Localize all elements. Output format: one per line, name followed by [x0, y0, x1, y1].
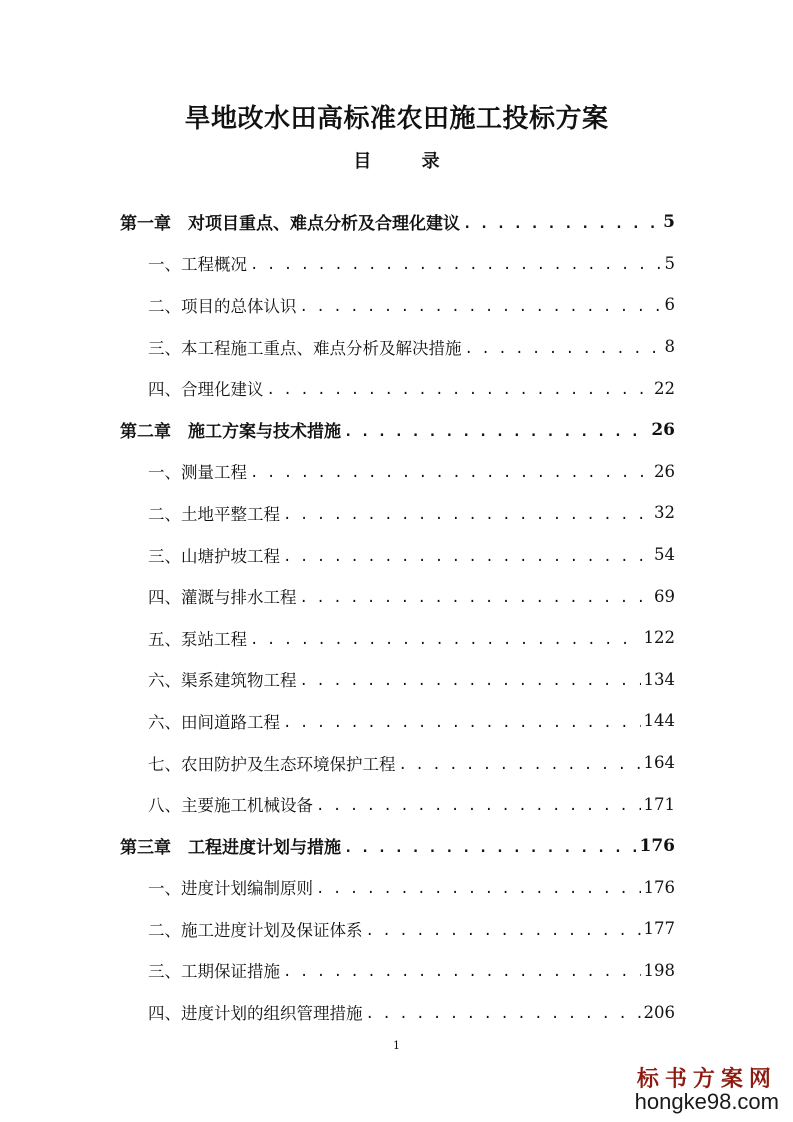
toc-section-entry[interactable]: [120, 326, 675, 368]
toc-entry-label: 六、田间道路工程: [148, 712, 280, 732]
toc-section-entry[interactable]: [120, 742, 675, 784]
toc-dot-leader: [283, 716, 641, 730]
toc-page-number: 54: [654, 545, 675, 565]
toc-section-entry[interactable]: [120, 367, 675, 409]
toc-section-entry[interactable]: [120, 867, 675, 909]
toc-entry-label: 三、山塘护坡工程: [148, 546, 280, 566]
toc-dot-leader: [316, 882, 641, 896]
toc-entry-label: 四、进度计划的组织管理措施: [148, 1004, 363, 1024]
toc-section-entry[interactable]: [120, 950, 675, 992]
toc-dot-leader: [267, 383, 652, 397]
toc-entry-label: 二、施工进度计划及保证体系: [148, 920, 363, 940]
toc-section-entry[interactable]: [120, 617, 675, 659]
toc-dot-leader: [465, 342, 662, 356]
toc-page-number: 164: [643, 753, 675, 773]
toc-heading: 目 录: [353, 151, 462, 172]
toc-entry-label: 七、农田防护及生态环境保护工程: [148, 754, 396, 774]
toc-dot-leader: [250, 258, 662, 272]
toc-chapter-number: 第三章: [120, 838, 171, 859]
toc-section-entry[interactable]: [120, 243, 675, 285]
toc-dot-leader: [463, 217, 660, 231]
toc-entry-label: 六、渠系建筑物工程: [148, 671, 297, 691]
toc-dot-leader: [250, 466, 651, 480]
toc-entry-label: 八、主要施工机械设备: [148, 796, 313, 816]
toc-page-number: 122: [643, 628, 675, 648]
toc-section-entry[interactable]: [120, 451, 675, 493]
toc-section-entry[interactable]: [120, 908, 675, 950]
toc-section-entry[interactable]: [120, 284, 675, 326]
toc-dot-leader: [366, 1007, 641, 1021]
toc-section-entry[interactable]: [120, 534, 675, 576]
toc-dot-leader: [283, 508, 651, 522]
toc-page-number: 6: [664, 295, 675, 315]
toc-entry-label: 一、测量工程: [148, 463, 247, 483]
toc-entry-label: 二、项目的总体认识: [148, 296, 297, 316]
watermark: [635, 1068, 779, 1114]
toc-page-number: 176: [639, 835, 675, 856]
toc-page-number: 26: [651, 419, 675, 440]
toc-page-number: 5: [664, 253, 675, 273]
toc-entry-label: 四、灌溉与排水工程: [148, 588, 297, 608]
toc-dot-leader: [283, 550, 651, 564]
toc-entry-label: 工程进度计划与措施: [188, 838, 341, 859]
table-of-contents: [120, 201, 675, 1033]
toc-page-number: 32: [654, 503, 675, 523]
watermark-name: 标书方案网: [636, 1066, 777, 1092]
toc-chapter-number: 第一章: [120, 214, 171, 235]
toc-entry-label: 对项目重点、难点分析及合理化建议: [188, 214, 460, 235]
watermark-url: hongke98.com: [634, 1089, 779, 1114]
toc-dot-leader: [283, 965, 641, 979]
toc-dot-leader: [300, 674, 641, 688]
toc-dot-leader: [399, 758, 641, 772]
toc-page-number: 22: [654, 378, 675, 398]
toc-page-number: 198: [643, 960, 675, 980]
toc-page-number: 206: [643, 1002, 675, 1022]
toc-page-number: 177: [643, 919, 675, 939]
toc-section-entry[interactable]: [120, 991, 675, 1033]
toc-page-number: 26: [654, 461, 675, 481]
toc-chapter-number: 第二章: [120, 422, 171, 443]
toc-dot-leader: [300, 591, 652, 605]
toc-section-entry[interactable]: [120, 783, 675, 825]
toc-chapter-entry[interactable]: [120, 825, 675, 867]
toc-section-entry[interactable]: [120, 659, 675, 701]
toc-dot-leader: [300, 300, 662, 314]
toc-entry-label: 五、泵站工程: [148, 629, 247, 649]
toc-entry-label: 一、进度计划编制原则: [148, 879, 313, 899]
toc-entry-label: 二、土地平整工程: [148, 504, 280, 524]
toc-page-number: 134: [643, 669, 675, 689]
toc-dot-leader: [250, 633, 641, 647]
toc-page-number: 171: [643, 794, 675, 814]
toc-page-number: 144: [643, 711, 675, 731]
toc-page-number: 176: [643, 877, 675, 897]
toc-entry-label: 施工方案与技术措施: [188, 422, 341, 443]
toc-chapter-entry[interactable]: [120, 201, 675, 243]
toc-dot-leader: [344, 425, 648, 439]
document-title: 旱地改水田高标准农田施工投标方案: [184, 104, 609, 134]
page-number: 1: [393, 1039, 400, 1052]
toc-dot-leader: [344, 841, 637, 855]
toc-dot-leader: [366, 924, 641, 938]
toc-chapter-entry[interactable]: [120, 409, 675, 451]
toc-section-entry[interactable]: [120, 492, 675, 534]
toc-page-number: 5: [663, 211, 675, 232]
toc-entry-label: 一、工程概况: [148, 255, 247, 275]
toc-entry-label: 四、合理化建议: [148, 380, 264, 400]
toc-page-number: 69: [654, 586, 675, 606]
toc-entry-label: 三、工期保证措施: [148, 962, 280, 982]
toc-entry-label: 三、本工程施工重点、难点分析及解决措施: [148, 338, 462, 358]
toc-section-entry[interactable]: [120, 575, 675, 617]
toc-page-number: 8: [664, 337, 675, 357]
toc-dot-leader: [316, 799, 641, 813]
toc-section-entry[interactable]: [120, 700, 675, 742]
